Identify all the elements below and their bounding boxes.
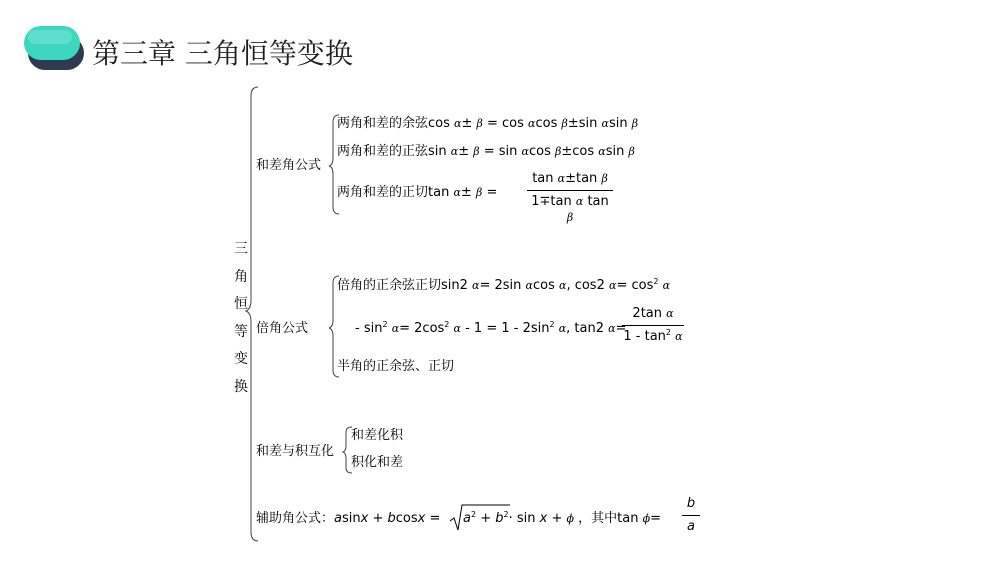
aux-tan-fraction: b a — [682, 496, 700, 535]
tan-double-fraction: 2tan α $1 - \tan^2 \alpha$ — [623, 306, 683, 344]
sin-sum-diff-formula: 两角和差的正弦sin α± β = sin αcos β±cos αsin β — [337, 144, 635, 159]
page-title: 第三章 三角恒等变换 — [92, 37, 353, 70]
root-label: 三 角 恒 等 变 换 — [234, 241, 248, 395]
double-angle-formula: 倍角的正余弦正切sin2 α= 2sin αcos α, cos2 $\alpha= \cos^2 \alpha$ — [337, 277, 671, 293]
sum-product-label: 和差与积互化 — [256, 444, 335, 459]
double-half-label: 倍角公式 — [256, 321, 309, 336]
cos-sum-diff-formula: 两角和差的余弦cos α± β = cos αcos β±sin αsin β — [337, 116, 639, 131]
aux-angle-formula: 辅助角公式：asinx + bcosx = — [256, 511, 441, 526]
sum-diff-label: 和差角公式 — [256, 158, 322, 173]
tan-sum-diff-lead: 两角和差的正切tan α± β = — [337, 185, 498, 200]
sum-to-product: 和差化积 — [351, 428, 404, 443]
double-angle-cos-tan-formula: - $\sin^2 \alpha= 2\cos^2$ $\alpha - 1 = 1 - 2\sin^2$ α, tan2 α= — [355, 320, 627, 336]
aux-radicand: $a^2 + b^2\cdot \sin x + \phi$ ，其中tan ϕ= — [463, 510, 661, 526]
half-angle-label: 半角的正余弦、正切 — [337, 359, 455, 374]
tan-sum-diff-fraction: tan α±tan β 1∓tan α tan β — [527, 171, 613, 226]
product-to-sum: 积化和差 — [351, 455, 404, 470]
